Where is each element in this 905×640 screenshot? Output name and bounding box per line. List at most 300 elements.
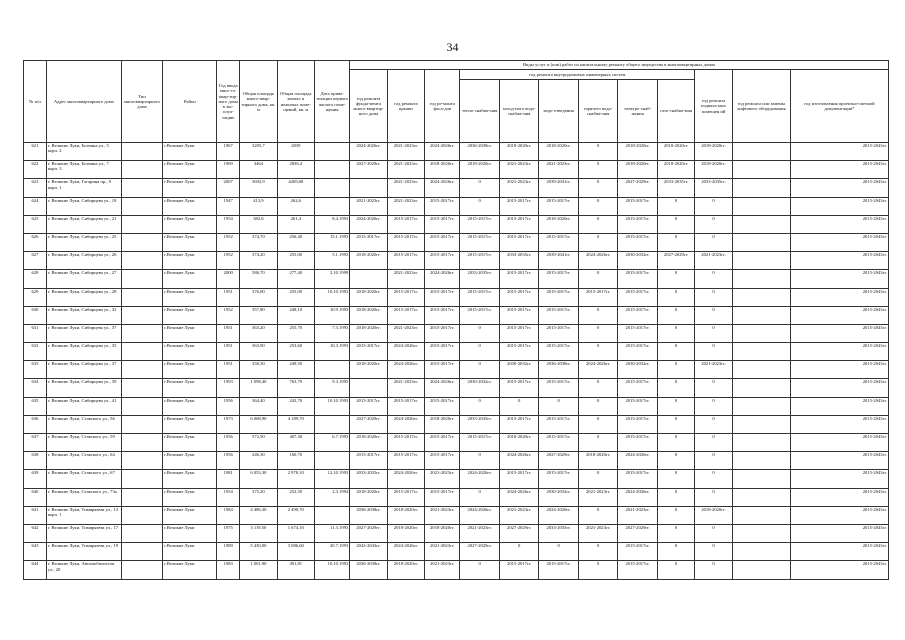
cell-district: г.Великие Луки — [163, 488, 217, 506]
cell-gas: 0 — [657, 379, 694, 397]
cell-heat: 2015-2017гг. — [460, 233, 499, 251]
cell-elevator — [732, 233, 790, 251]
cell-fund — [350, 379, 387, 397]
cell-living: 160,70 — [277, 452, 314, 470]
cell-num: 626 — [24, 233, 47, 251]
cell-elec: 2027-2029гг. — [618, 179, 657, 197]
cell-facade: 2024-2026гг. — [425, 270, 460, 288]
cell-type — [121, 561, 163, 579]
cell-priv — [314, 197, 349, 215]
cell-gas: 0 — [657, 270, 694, 288]
table-row — [24, 415, 889, 433]
cell-address: г. Великие Луки, Гагарина пр., 9 корп. 1 — [46, 179, 121, 197]
cell-basement: 0 — [695, 288, 732, 306]
cell-design: 2015-2043гг. — [790, 415, 888, 433]
cell-address: г. Великие Луки, Сибирцева ул., 37 — [46, 361, 121, 379]
cell-living: 407,30 — [277, 434, 314, 452]
cell-elec: 2030-2032гг. — [618, 361, 657, 379]
cell-priv: 15.1.1993 — [314, 233, 349, 251]
cell-num: 637 — [24, 434, 47, 452]
cell-cold: 2015-2017гг. — [499, 561, 538, 579]
cell-priv — [314, 179, 349, 197]
cell-cold: 2015-2017гг. — [499, 415, 538, 433]
cell-elevator — [732, 197, 790, 215]
header-systems-group: год ремонта внутридомовых инженерных систем — [460, 70, 695, 80]
cell-design: 2015-2043гг. — [790, 379, 888, 397]
cell-year: 1984 — [217, 506, 240, 524]
cell-fund: 2021-2023гг. — [350, 197, 387, 215]
cell-address: г. Великие Луки, Сибирцева ул., 21 — [46, 215, 121, 233]
cell-total: 3692,9 — [240, 179, 277, 197]
cell-design: 2015-2043гг. — [790, 343, 888, 361]
cell-heat: 2033-2035гг. — [460, 415, 499, 433]
cell-drain: 2018-2020гг. — [539, 215, 578, 233]
cell-fund: 2033-2035гг. — [350, 470, 387, 488]
cell-elevator — [732, 143, 790, 161]
cell-living: 2836,4 — [277, 161, 314, 179]
header-roof: год ремонта крыши — [387, 70, 424, 143]
cell-year: 1993 — [217, 379, 240, 397]
cell-district: г.Великие Луки — [163, 470, 217, 488]
cell-priv: 6.7.1993 — [314, 434, 349, 452]
cell-num: 639 — [24, 470, 47, 488]
cell-address: г. Великие Луки, Ставского ул., 59 — [46, 434, 121, 452]
cell-total: 1 098,40 — [240, 379, 277, 397]
cell-district: г.Великие Луки — [163, 288, 217, 306]
cell-hot: 2024-2026гг. — [578, 252, 617, 270]
cell-living: 249,50 — [277, 361, 314, 379]
cell-elevator — [732, 270, 790, 288]
cell-elec: 2015-2017гг. — [618, 215, 657, 233]
cell-design: 2015-2043гг. — [790, 233, 888, 251]
table-row — [24, 561, 889, 579]
cell-hot: 0 — [578, 197, 617, 215]
cell-address: г. Великие Луки, Ботвина ул., 7 корп. 3 — [46, 161, 121, 179]
cell-elevator — [732, 488, 790, 506]
cell-living: 763,70 — [277, 379, 314, 397]
cell-address: г. Великие Луки, Ставского ул., 64 — [46, 452, 121, 470]
cell-heat: 2027-2029гг. — [460, 543, 499, 561]
cell-total: 246,30 — [240, 452, 277, 470]
cell-total: 3205,7 — [240, 143, 277, 161]
cell-facade: 2015-2017гг. — [425, 197, 460, 215]
cell-type — [121, 324, 163, 342]
cell-type — [121, 252, 163, 270]
cell-facade: 2015-2017гг. — [425, 361, 460, 379]
cell-design: 2015-2043гг. — [790, 215, 888, 233]
cell-design: 2015-2043гг. — [790, 324, 888, 342]
cell-year: 1951 — [217, 288, 240, 306]
cell-elec: 2015-2017гг. — [618, 434, 657, 452]
cell-total: 3464 — [240, 161, 277, 179]
cell-living: 248,10 — [277, 306, 314, 324]
cell-total: 374,70 — [240, 233, 277, 251]
cell-hot: 0 — [578, 233, 617, 251]
header-facade: год ре-монта фаса-дов — [425, 70, 460, 143]
cell-total: 358,30 — [240, 361, 277, 379]
table-row — [24, 233, 889, 251]
cell-year: 1951 — [217, 324, 240, 342]
cell-total: 357,80 — [240, 306, 277, 324]
cell-hot: 2015-2017гг. — [578, 288, 617, 306]
cell-total: 3 119,50 — [240, 524, 277, 542]
cell-elec: 2015-2017гг. — [618, 288, 657, 306]
cell-elevator — [732, 397, 790, 415]
cell-living: 3 086,60 — [277, 543, 314, 561]
cell-priv: 12.10.1993 — [314, 470, 349, 488]
cell-district: г.Великие Луки — [163, 161, 217, 179]
cell-priv: 10.10.1993 — [314, 288, 349, 306]
table-row — [24, 288, 889, 306]
cell-address: г. Великие Луки, Ставского ул., 67 — [46, 470, 121, 488]
cell-drain: 2015-2017гг. — [539, 270, 578, 288]
cell-heat: 2021-2023гг. — [460, 524, 499, 542]
cell-hot: 2021-2023гг. — [578, 524, 617, 542]
cell-elec: 2015-2017гг. — [618, 306, 657, 324]
cell-basement: 0 — [695, 324, 732, 342]
cell-basement: 0 — [695, 470, 732, 488]
cell-heat: 2036-2038гг. — [460, 143, 499, 161]
table-row — [24, 379, 889, 397]
cell-elec: 2024-2026гг. — [618, 452, 657, 470]
cell-drain: 2015-2017гг. — [539, 379, 578, 397]
cell-district: г.Великие Луки — [163, 506, 217, 524]
cell-address: г. Великие Луки, Автомобилистов ул., 20 — [46, 561, 121, 579]
cell-drain: 2027-2029гг. — [539, 452, 578, 470]
cell-facade: 2015-2017гг. — [425, 343, 460, 361]
cell-total: 363,90 — [240, 343, 277, 361]
cell-num: 632 — [24, 343, 47, 361]
cell-district: г.Великие Луки — [163, 215, 217, 233]
cell-gas: 0 — [657, 452, 694, 470]
cell-cold: 2021-2023гг. — [499, 179, 538, 197]
cell-district: г.Великие Луки — [163, 379, 217, 397]
cell-year: 1983 — [217, 561, 240, 579]
cell-type — [121, 233, 163, 251]
cell-num: 630 — [24, 306, 47, 324]
cell-roof: 2018-2020гг. — [387, 524, 424, 542]
cell-basement: 0 — [695, 524, 732, 542]
cell-gas: 0 — [657, 361, 694, 379]
cell-basement: 2021-2023гг. — [695, 361, 732, 379]
cell-gas: 0 — [657, 215, 694, 233]
cell-year: 1947 — [217, 197, 240, 215]
cell-elevator — [732, 252, 790, 270]
cell-type — [121, 179, 163, 197]
cell-roof: 2021-2023гг. — [387, 324, 424, 342]
cell-basement: 0 — [695, 270, 732, 288]
cell-hot: 0 — [578, 179, 617, 197]
cell-design: 2015-2043гг. — [790, 361, 888, 379]
cell-district: г.Великие Луки — [163, 397, 217, 415]
cell-address: г. Великие Луки, Сибирцева ул., 41 — [46, 397, 121, 415]
cell-elec: 2015-2017гг. — [618, 415, 657, 433]
cell-cold: 2015-2017гг. — [499, 233, 538, 251]
cell-address: г. Великие Луки, Ставского ул., 56 — [46, 415, 121, 433]
header-district: Район — [163, 61, 217, 143]
cell-num: 623 — [24, 179, 47, 197]
cell-type — [121, 161, 163, 179]
cell-gas: 0 — [657, 434, 694, 452]
cell-living: 253,60 — [277, 343, 314, 361]
cell-district: г.Великие Луки — [163, 270, 217, 288]
cell-type — [121, 343, 163, 361]
cell-year: 1956 — [217, 397, 240, 415]
cell-fund — [350, 270, 387, 288]
cell-cold: 2024-2026гг. — [499, 452, 538, 470]
cell-fund: 2036-2038гг. — [350, 506, 387, 524]
cell-fund: 2018-2020гг. — [350, 488, 387, 506]
cell-district: г.Великие Луки — [163, 361, 217, 379]
capital-repair-table — [23, 60, 889, 580]
cell-heat: 2024-2026гг. — [460, 506, 499, 524]
cell-type — [121, 270, 163, 288]
cell-num: 624 — [24, 197, 47, 215]
cell-basement: 0 — [695, 561, 732, 579]
cell-total: 4 486,30 — [240, 506, 277, 524]
cell-living: 256,40 — [277, 233, 314, 251]
cell-year: 1973 — [217, 415, 240, 433]
cell-total: 572,50 — [240, 434, 277, 452]
table-row — [24, 506, 889, 524]
cell-elec: 2030-2032гг. — [618, 252, 657, 270]
cell-total: 375,20 — [240, 488, 277, 506]
cell-drain: 2018-2020гг. — [539, 143, 578, 161]
cell-roof: 2024-2026гг. — [387, 543, 424, 561]
cell-heat: 0 — [460, 488, 499, 506]
cell-facade: 2015-2017гг. — [425, 434, 460, 452]
cell-roof: 2021-2023гг. — [387, 179, 424, 197]
cell-living: 2839 — [277, 143, 314, 161]
cell-heat: 2015-2017гг. — [460, 215, 499, 233]
cell-priv: 8.4.1993 — [314, 215, 349, 233]
cell-total: 413,9 — [240, 197, 277, 215]
cell-num: 643 — [24, 543, 47, 561]
cell-fund: 2015-2017гг. — [350, 233, 387, 251]
cell-num: 634 — [24, 379, 47, 397]
cell-fund: 2018-2020гг. — [350, 288, 387, 306]
header-living-area: Общая площадь жилых и нежилых поме-щений, кв. м — [277, 61, 314, 143]
cell-basement: 2033-2035гг. — [695, 179, 732, 197]
cell-address: г. Великие Луки, Сибирцева ул., 35 — [46, 343, 121, 361]
cell-cold: 2021-2023гг. — [499, 506, 538, 524]
cell-cold: 2015-2017гг. — [499, 470, 538, 488]
cell-priv: 2.3.1994 — [314, 488, 349, 506]
cell-year: 1954 — [217, 488, 240, 506]
cell-heat: 0 — [460, 324, 499, 342]
cell-drain: 2015-2017гг. — [539, 197, 578, 215]
cell-roof: 2021-2023гг. — [387, 379, 424, 397]
cell-elec: 2015-2017гг. — [618, 543, 657, 561]
cell-elevator — [732, 379, 790, 397]
cell-address: г. Великие Луки, Тимирязева ул., 19 — [46, 543, 121, 561]
cell-type — [121, 524, 163, 542]
cell-heat: 2030-2032гг. — [460, 379, 499, 397]
header-design-docs: год изготовления проектно-сметной документации* — [790, 70, 888, 143]
cell-design: 2015-2043гг. — [790, 179, 888, 197]
cell-total: 5 430,00 — [240, 543, 277, 561]
cell-fund: 2018-2020гг. — [350, 252, 387, 270]
cell-design: 2015-2043гг. — [790, 143, 888, 161]
header-elevator: год ремонта или замены лифтового оборудования — [732, 70, 790, 143]
cell-fund: 2015-2017гг. — [350, 343, 387, 361]
cell-drain: 0 — [539, 543, 578, 561]
cell-district: г.Великие Луки — [163, 197, 217, 215]
cell-facade: 2021-2023гг. — [425, 561, 460, 579]
cell-district: г.Великие Луки — [163, 524, 217, 542]
cell-district: г.Великие Луки — [163, 415, 217, 433]
cell-roof: 2015-2017гг. — [387, 252, 424, 270]
cell-facade: 2018-2020гг. — [425, 524, 460, 542]
cell-elec: 2021-2023гг. — [618, 506, 657, 524]
cell-gas: 0 — [657, 470, 694, 488]
cell-num: 641 — [24, 506, 47, 524]
table-row — [24, 434, 889, 452]
cell-elevator — [732, 215, 790, 233]
cell-design: 2015-2043гг. — [790, 488, 888, 506]
cell-priv — [314, 143, 349, 161]
cell-total: 6 068,90 — [240, 415, 277, 433]
cell-roof: 2018-2020гг. — [387, 561, 424, 579]
cell-district: г.Великие Луки — [163, 233, 217, 251]
cell-hot: 0 — [578, 270, 617, 288]
cell-gas: 0 — [657, 343, 694, 361]
cell-type — [121, 197, 163, 215]
table-row — [24, 270, 889, 288]
cell-heat: 2015-2017гг. — [460, 306, 499, 324]
cell-fund: 2015-2017гг. — [350, 452, 387, 470]
cell-design: 2015-2043гг. — [790, 161, 888, 179]
cell-priv: 10.9.1993 — [314, 306, 349, 324]
cell-design: 2015-2043гг. — [790, 306, 888, 324]
cell-priv: 10.3.1993 — [314, 343, 349, 361]
cell-heat: 2015-2017гг. — [460, 252, 499, 270]
cell-gas: 2018-2020гг. — [657, 143, 694, 161]
cell-basement: 0 — [695, 415, 732, 433]
cell-basement: 0 — [695, 488, 732, 506]
table-row — [24, 324, 889, 342]
cell-basement: 2018-2020гг. — [695, 143, 732, 161]
cell-design: 2015-2043гг. — [790, 197, 888, 215]
cell-num: 625 — [24, 215, 47, 233]
cell-elevator — [732, 324, 790, 342]
header-num: № п/п — [24, 61, 47, 143]
cell-address: г. Великие Луки, Тимирязева ул., 17 — [46, 524, 121, 542]
cell-num: 629 — [24, 288, 47, 306]
cell-living: 277,40 — [277, 270, 314, 288]
cell-heat: 0 — [460, 561, 499, 579]
cell-gas: 0 — [657, 288, 694, 306]
cell-address: г. Великие Луки, Сибирцева ул., 32 — [46, 306, 121, 324]
cell-roof: 2015-2017гг. — [387, 397, 424, 415]
cell-drain: 2030-2032гг. — [539, 488, 578, 506]
cell-type — [121, 397, 163, 415]
header-heat: тепло-снабже-ния — [460, 80, 499, 143]
header-works-group: Виды услуг и (или) работ по капитальному ремонту общего имущества в многоквартирных домах — [350, 61, 889, 70]
cell-hot: 0 — [578, 506, 617, 524]
cell-district: г.Великие Луки — [163, 252, 217, 270]
cell-year: 1989 — [217, 543, 240, 561]
cell-num: 636 — [24, 415, 47, 433]
cell-cold: 2021-2023гг. — [499, 161, 538, 179]
table-row — [24, 488, 889, 506]
cell-living: 491,81 — [277, 561, 314, 579]
cell-gas: 2027-2029гг. — [657, 252, 694, 270]
cell-drain: 2015-2017гг. — [539, 434, 578, 452]
cell-type — [121, 288, 163, 306]
table-row — [24, 252, 889, 270]
cell-fund: 2018-2020гг. — [350, 324, 387, 342]
cell-priv — [314, 361, 349, 379]
cell-priv: 10.10.1993 — [314, 397, 349, 415]
cell-design: 2015-2043гг. — [790, 561, 888, 579]
cell-elec: 2027-2029гг. — [618, 524, 657, 542]
cell-elevator — [732, 524, 790, 542]
cell-year: 1967 — [217, 143, 240, 161]
cell-hot: 0 — [578, 543, 617, 561]
cell-year: 1951 — [217, 361, 240, 379]
cell-type — [121, 143, 163, 161]
cell-design: 2015-2043гг. — [790, 506, 888, 524]
cell-year: 1954 — [217, 215, 240, 233]
cell-roof: 2024-2026гг. — [387, 470, 424, 488]
cell-fund — [350, 179, 387, 197]
cell-fund: 2024-2026гг. — [350, 215, 387, 233]
cell-basement: 2021-2023гг. — [695, 252, 732, 270]
cell-type — [121, 506, 163, 524]
cell-facade: 2015-2017гг. — [425, 233, 460, 251]
cell-type — [121, 379, 163, 397]
cell-living: 262,6 — [277, 197, 314, 215]
cell-year: 1952 — [217, 306, 240, 324]
cell-address: г. Великие Луки, Сибирцева ул., 25 — [46, 233, 121, 251]
cell-design: 2015-2043гг. — [790, 434, 888, 452]
cell-elec: 2015-2017гг. — [618, 561, 657, 579]
cell-num: 635 — [24, 397, 47, 415]
cell-num: 633 — [24, 361, 47, 379]
cell-drain: 2036-2038гг. — [539, 361, 578, 379]
cell-district: г.Великие Луки — [163, 179, 217, 197]
cell-facade: 2015-2017гг. — [425, 252, 460, 270]
cell-total: 6 053,30 — [240, 470, 277, 488]
cell-num: 631 — [24, 324, 47, 342]
cell-elevator — [732, 288, 790, 306]
cell-facade: 2015-2017гг. — [425, 488, 460, 506]
cell-district: г.Великие Луки — [163, 452, 217, 470]
cell-gas: 0 — [657, 306, 694, 324]
cell-hot: 0 — [578, 343, 617, 361]
cell-drain: 2015-2017гг. — [539, 233, 578, 251]
cell-year: 1956 — [217, 434, 240, 452]
cell-address: г. Великие Луки, Сибирцева ул., 18 — [46, 197, 121, 215]
cell-cold: 0 — [499, 397, 538, 415]
cell-elevator — [732, 452, 790, 470]
cell-gas: 2033-2035гг. — [657, 179, 694, 197]
cell-facade: 2024-2026гг. — [425, 379, 460, 397]
cell-cold: 0 — [499, 543, 538, 561]
cell-num: 622 — [24, 161, 47, 179]
cell-address: г. Великие Луки, Сибирцева ул., 26 — [46, 252, 121, 270]
cell-year: 1952 — [217, 252, 240, 270]
cell-elec: 2015-2017гг. — [618, 270, 657, 288]
cell-gas: 2018-2020гг. — [657, 161, 694, 179]
cell-living: 243,70 — [277, 397, 314, 415]
cell-gas: 0 — [657, 506, 694, 524]
cell-elec: 2015-2017гг. — [618, 324, 657, 342]
cell-roof: 2021-2023гг. — [387, 143, 424, 161]
header-type: Тип многоквартирного дома — [121, 61, 163, 143]
table-row — [24, 524, 889, 542]
